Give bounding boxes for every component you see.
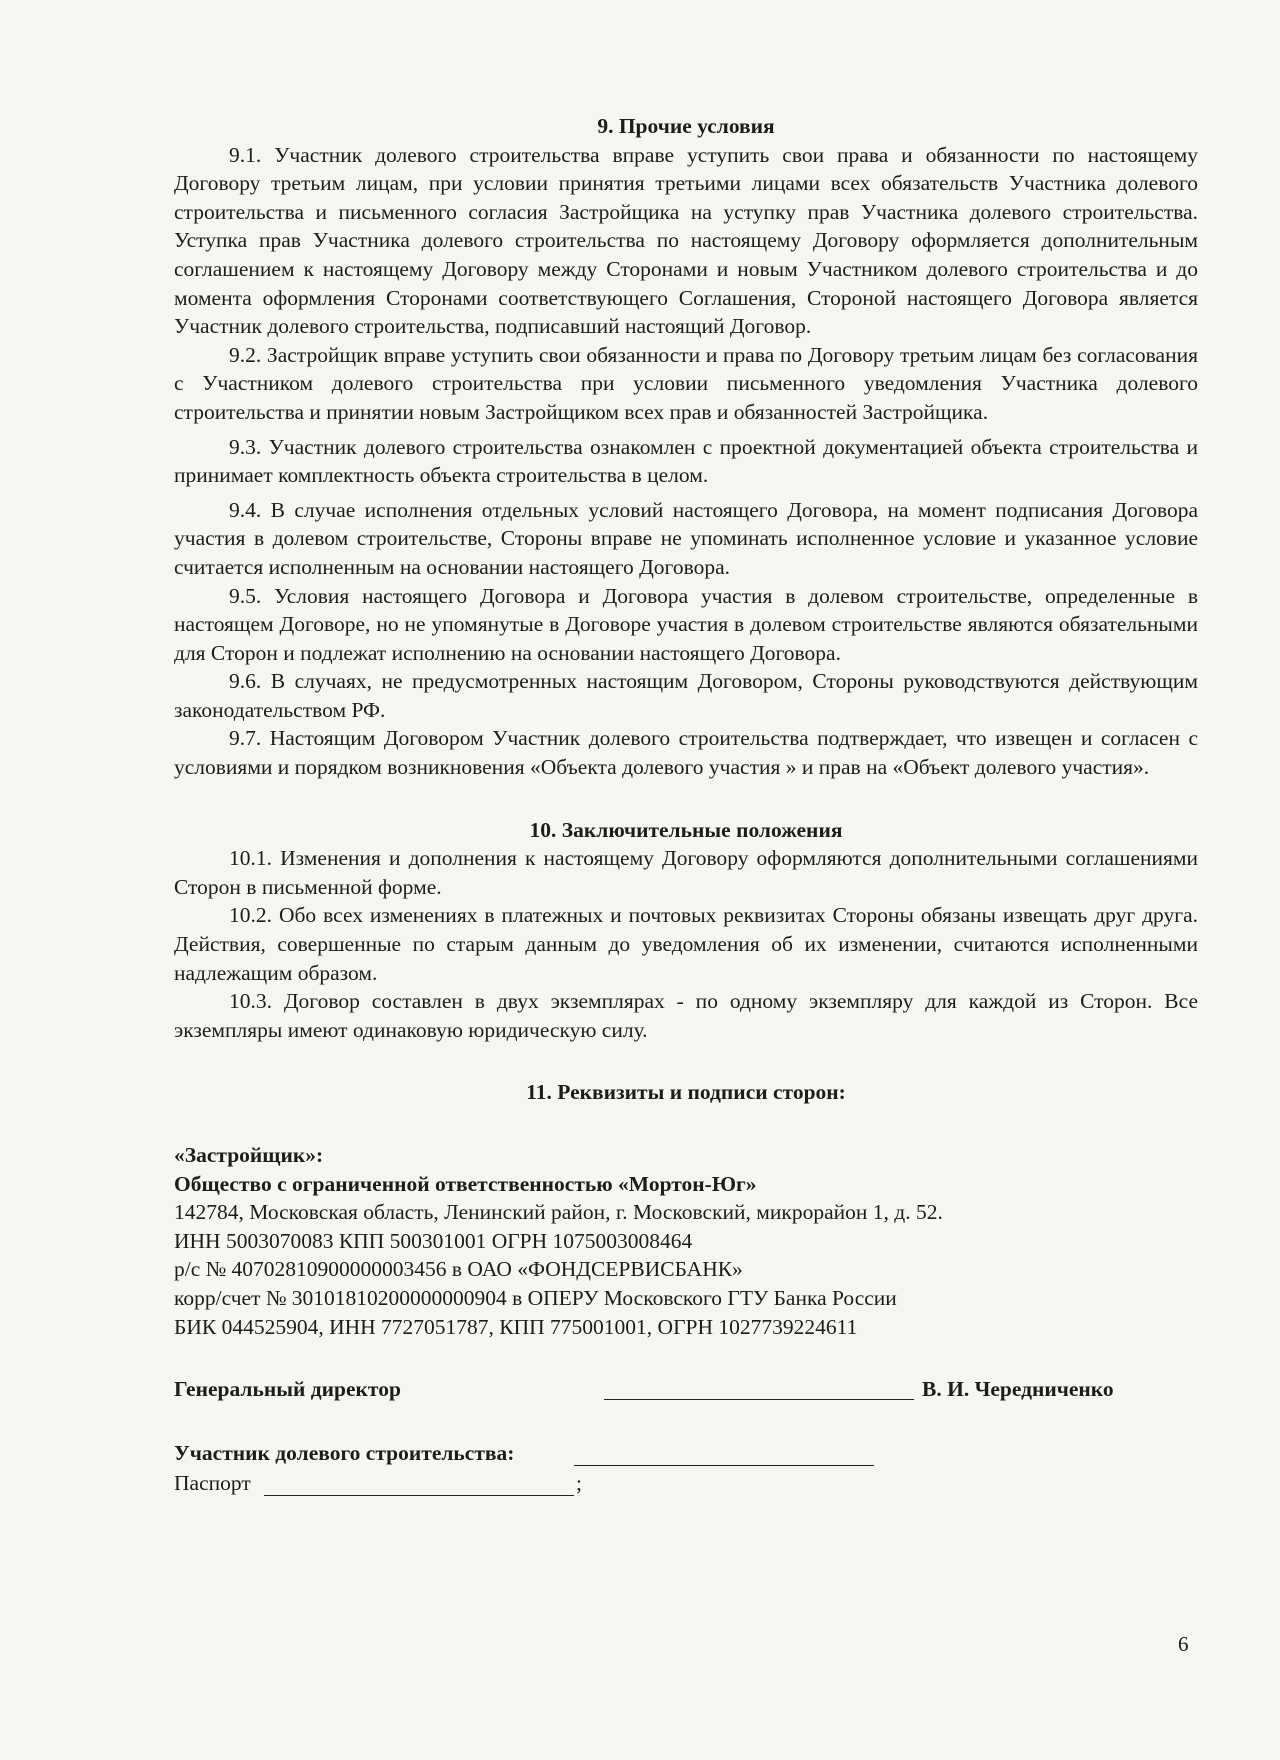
clause-10-3: 10.3. Договор составлен в двух экземплярах - по одному экземпляру для каждой из Сторон. Все экземпляры имеют одинаковую юридическую силу. [174, 989, 1198, 1042]
section-11-title: 11. Реквизиты и подписи сторон: [526, 1080, 846, 1105]
director-name: В. И. Чередниченко [922, 1377, 1114, 1402]
participant-label: Участник долевого строительства: [174, 1441, 515, 1466]
director-signature-row [174, 1375, 1198, 1405]
bank-ids: БИК 044525904, ИНН 7727051787, КПП 775001001, ОГРН 1027739224611 [174, 1314, 858, 1339]
passport-label: Паспорт [174, 1471, 251, 1496]
clause-9-7: 9.7. Настоящим Договором Участник долевого строительства подтверждает, что извещен и согласен с условиями и порядком возникновения «Объекта долевого участия » и прав на «Объект долевого участия». [174, 726, 1198, 780]
clause-9-3: 9.3. Участник долевого строительства ознакомлен с проектной документацией объекта строительства и принимает комплектность объекта строительства в целом. [174, 434, 1198, 488]
clause-9-2: 9.2. Застройщик вправе уступить свои обязанности и права по Договору третьим лицам без согласования с Участником долевого строительства при условии письменного уведомления Участника долевого строительства и принятии новым Застройщиком всех прав и обязанностей Застройщика. [174, 342, 1198, 424]
page-number: 6 [1178, 1632, 1189, 1656]
clause-10-1: 10.1. Изменения и дополнения к настоящему Договору оформляются дополнительными соглашениями Сторон в письменной форме. [174, 846, 1198, 899]
corr-account: корр/счет № 30101810200000000904 в ОПЕРУ Московского ГТУ Банка России [174, 1285, 897, 1310]
director-title: Генеральный директор [174, 1377, 401, 1402]
clause-9-6: 9.6. В случаях, не предусмотренных настоящим Договором, Стороны руководствуются действующим законодательством РФ. [174, 669, 1198, 722]
developer-label: «Застройщик»: [174, 1143, 324, 1167]
passport-end: ; [576, 1471, 582, 1496]
company-ids: ИНН 5003070083 КПП 500301001 ОГРН 1075003008464 [174, 1228, 693, 1253]
company-address: 142784, Московская область, Ленинский район, г. Московский, микрорайон 1, д. 52. [174, 1200, 943, 1225]
section-10-title: 10. Заключительные положения [529, 817, 843, 842]
section-9-title: 9. Прочие условия [597, 114, 775, 138]
clause-9-4: 9.4. В случае исполнения отдельных условий настоящего Договора, на момент подписания Договора участия в долевом строительстве, Стороны вправе не упоминать исполненное условие и указанное условие считается исполненным на основании настоящего Договора. [174, 497, 1198, 579]
passport-row [174, 1469, 1198, 1499]
participant-signature-row [174, 1439, 1198, 1469]
company-name: Общество с ограниченной ответственностью «Мортон-Юг» [174, 1171, 757, 1196]
clause-9-5: 9.5. Условия настоящего Договора и Договора участия в долевом строительстве, определенные в настоящем Договоре, но не упомянутые в Договоре участия в долевом строительстве являются обязательными для Сторон и подлежат исполнению на основании настоящего Договора. [174, 583, 1198, 665]
clause-9-1: 9.1. Участник долевого строительства вправе уступить свои права и обязанности по настоящему Договору третьим лицам, при условии принятия третьими лицами всех обязательств Участника долевого строительства и письменного согласия Застройщика на уступку прав Участника долевого строительства. Уступка прав Участника долевого строительства по настоящему Договору оформляется дополнительным соглашением к настоящему Договору между Сторонами и новым Участником долевого строительства и до момента оформления Сторонами соответствующего Соглашения, Стороной настоящего Договора является Участник долевого строительства, подписавший настоящий Договор. [174, 142, 1198, 339]
bank-account: р/с № 40702810900000003456 в ОАО «ФОНДСЕРВИСБАНК» [174, 1257, 743, 1282]
director-signature-line [604, 1399, 914, 1400]
participant-signature-line [574, 1465, 874, 1466]
clause-10-2: 10.2. Обо всех изменениях в платежных и почтовых реквизитах Стороны обязаны извещать друг друга. Действия, совершенные по старым данным до уведомления об их изменении, считаются исполненными надлежащим образом. [174, 903, 1198, 985]
document-body [174, 112, 1198, 1499]
passport-blank-line [264, 1495, 574, 1496]
